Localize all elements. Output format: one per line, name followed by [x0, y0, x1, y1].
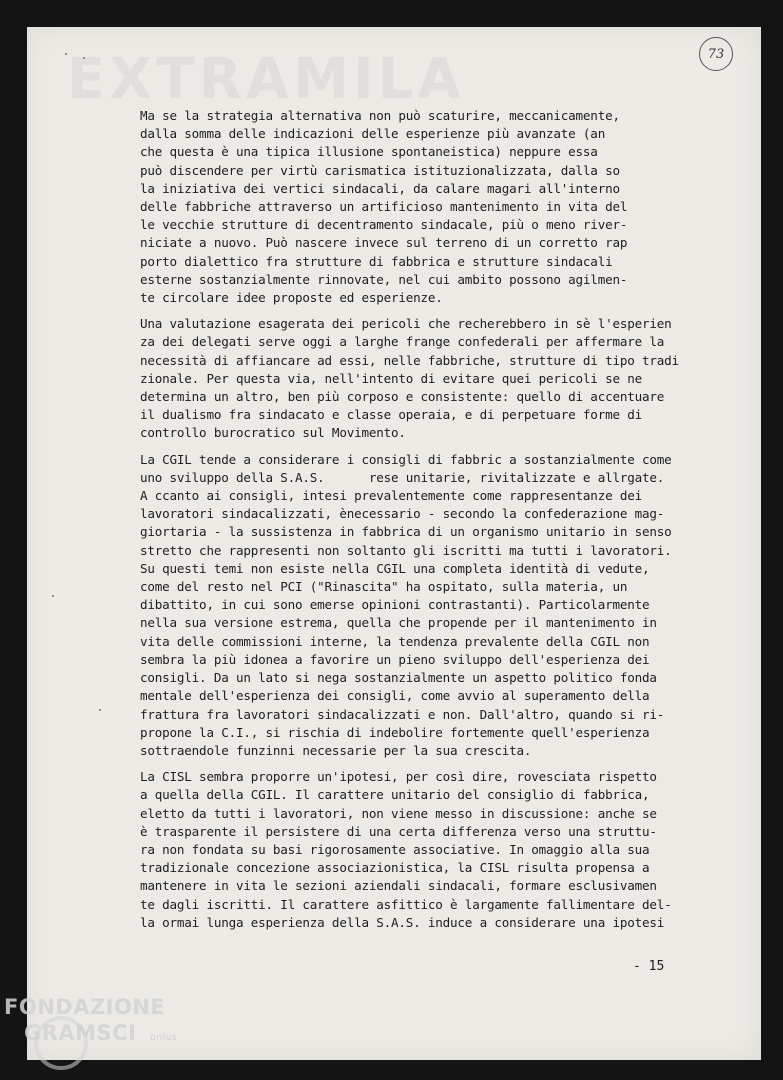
text-line: stretto che rappresenti non soltanto gli iscritti ma tutti i lavoratori. — [140, 542, 672, 558]
paper-speck — [52, 595, 54, 597]
text-line: La CISL sembra proporre un'ipotesi, per così dire, rovesciata rispetto — [140, 769, 657, 785]
text-line: propone la C.I., si rischia di indebolire fortemente quell'esperienza — [140, 724, 650, 740]
text-line: consigli. Da un lato si nega sostanzialmente un aspetto politico fonda — [140, 670, 657, 686]
paper-speck — [83, 57, 85, 59]
text-line: vita delle commissioni interne, la tendenza prevalente della CGIL non — [140, 633, 650, 649]
paper-speck — [99, 709, 101, 711]
text-line: lavoratori sindacalizzati, ènecessario - secondo la confederazione mag- — [140, 506, 665, 522]
paragraph — [140, 315, 720, 442]
text-line: che questa è una tipica illusione spontaneistica) neppure essa — [140, 144, 598, 160]
text-line: mantenere in vita le sezioni aziendali sindacali, formare esclusivamen — [140, 878, 657, 894]
archive-number: 73 — [707, 46, 725, 62]
text-line: frattura fra lavoratori sindacalizzati e non. Dall'altro, quando si ri- — [140, 706, 665, 722]
text-line: controllo burocratico sul Movimento. — [140, 425, 406, 441]
watermark-name: GRAMSCI — [24, 1021, 137, 1045]
paragraph — [140, 107, 720, 307]
text-line: determina un altro, ben più corposo e consistente: quello di accentuare — [140, 389, 665, 405]
text-line: za dei delegati serve oggi a larghe frange confederali per affermare la — [140, 334, 665, 350]
text-line: a quella della CGIL. Il carattere unitario del consiglio di fabbrica, — [140, 787, 650, 803]
page-number: - 15 — [633, 959, 665, 974]
text-line: Su questi temi non esiste nella CGIL una completa identità di vedute, — [140, 560, 650, 576]
text-line: te dagli iscritti. Il carattere asfittico è largamente fallimentare del- — [140, 896, 672, 912]
text-line: il dualismo fra sindacato e classe operaia, e di perpetuare forme di — [140, 407, 642, 423]
paragraph — [140, 768, 720, 932]
text-line: delle fabbriche attraverso un artificioso mantenimento in vita del — [140, 199, 628, 215]
text-line: la ormai lunga esperienza della S.A.S. induce a considerare una ipotesi — [140, 914, 665, 930]
text-line: sembra la più idonea a favorire un pieno sviluppo dell'esperienza dei — [140, 651, 650, 667]
watermark-g-logo — [34, 1016, 88, 1070]
archive-number-stamp — [699, 37, 733, 71]
text-line: te circolare idee proposte ed esperienze. — [140, 290, 443, 306]
text-line: dibattito, in cui sono emerse opinioni contrastanti). Particolarmente — [140, 597, 650, 613]
text-line: mentale dell'esperienza dei consigli, come avvio al superamento della — [140, 688, 650, 704]
text-line: uno sviluppo della S.A.S. rese unitarie, rivitalizzate e allrgate. — [140, 469, 665, 485]
paragraph — [140, 451, 720, 760]
text-line: come del resto nel PCI ("Rinascita" ha ospitato, sulla materia, un — [140, 579, 628, 595]
text-line: esterne sostanzialmente rinnovate, nel cui ambito possono agilmen- — [140, 271, 628, 287]
watermark-line-2 — [4, 1020, 177, 1051]
text-line: porto dialettico fra strutture di fabbrica e strutture sindacali — [140, 253, 613, 269]
text-line: tradizionale concezione associazionistica, la CISL risulta propensa a — [140, 860, 650, 876]
watermark-line-1: FONDAZIONE — [4, 995, 166, 1019]
text-line: A ccanto ai consigli, intesi prevalentemente come rappresentanze dei — [140, 488, 642, 504]
text-line: La CGIL tende a considerare i consigli di fabbric a sostanzialmente come — [140, 451, 672, 467]
typewritten-body — [140, 107, 720, 940]
text-line: le vecchie strutture di decentramento sindacale, più o meno river- — [140, 217, 628, 233]
text-line: zionale. Per questa via, nell'intento di evitare quei pericoli se ne — [140, 370, 642, 386]
text-line: dalla somma delle indicazioni delle esperienze più avanzate (an — [140, 126, 606, 142]
text-line: necessità di affiancare ad essi, nelle fabbriche, strutture di tipo tradi — [140, 352, 679, 368]
text-line: Una valutazione esagerata dei pericoli che recherebbero in sè l'esperien — [140, 316, 672, 332]
text-line: giortaria - la sussistenza in fabbrica di un organismo unitario in senso — [140, 524, 672, 540]
text-line: può discendere per virtù carismatica istituzionalizzata, dalla so — [140, 162, 620, 178]
paper-speck — [65, 53, 67, 55]
watermark-sub: onlus — [150, 1033, 178, 1043]
text-line: sottraendole funzinni necessarie per la sua crescita. — [140, 742, 532, 758]
text-line: nella sua versione estrema, quella che propende per il mantenimento in — [140, 615, 657, 631]
text-line: niciate a nuovo. Può nascere invece sul terreno di un corretto rap — [140, 235, 628, 251]
text-line: è trasparente il persistere di una certa differenza verso una struttu- — [140, 823, 657, 839]
archive-watermark — [4, 994, 177, 1051]
show-through-text — [67, 47, 465, 112]
text-line: la iniziativa dei vertici sindacali, da calare magari all'interno — [140, 180, 620, 196]
paper-sheet — [27, 27, 761, 1060]
text-line: ra non fondata su basi rigorosamente associative. In omaggio alla sua — [140, 841, 650, 857]
text-line: Ma se la strategia alternativa non può scaturire, meccanicamente, — [140, 108, 620, 123]
text-line: eletto da tutti i lavoratori, non viene messo in discussione: anche se — [140, 805, 657, 821]
